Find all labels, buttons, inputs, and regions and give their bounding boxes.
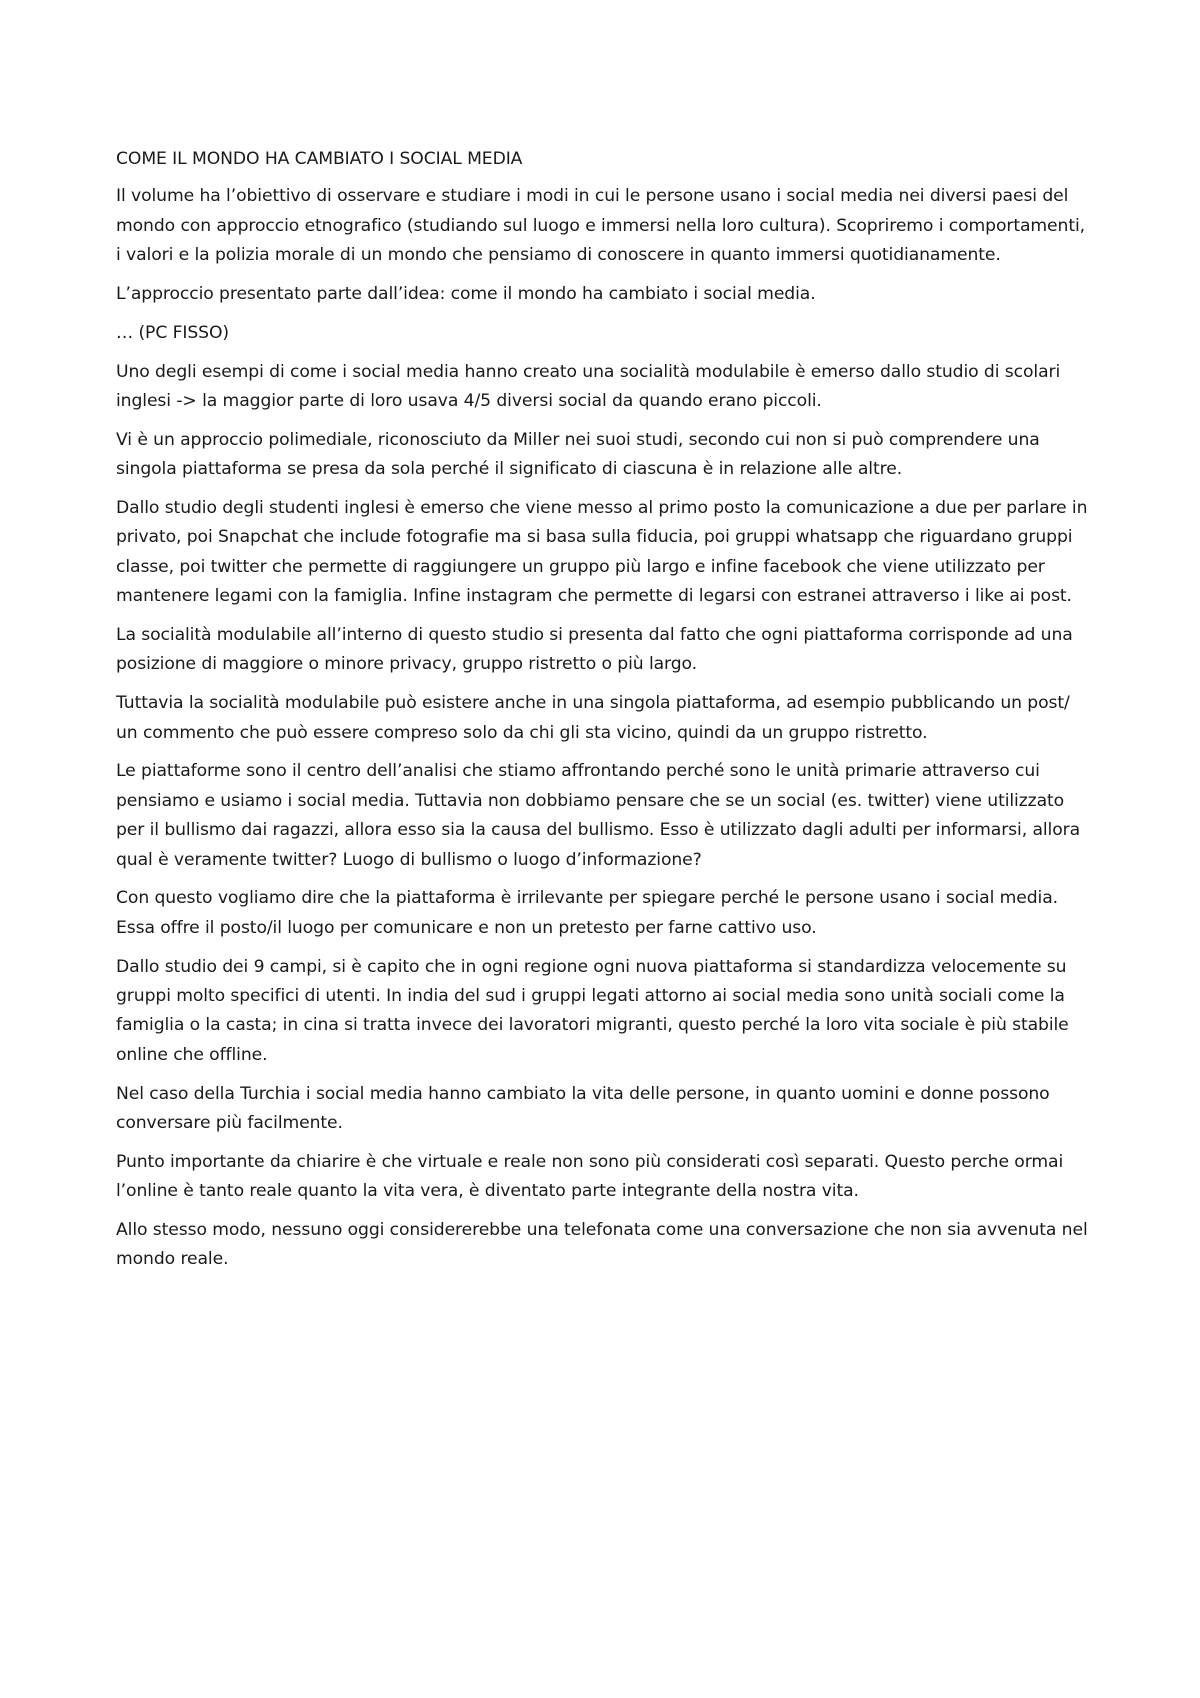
paragraph: La socialità modulabile all’interno di questo studio si presenta dal fatto che ogni piattaforma corrisponde ad una posizione di maggiore o minore privacy, gruppo ristretto o più largo. bbox=[116, 625, 1073, 675]
paragraph: Con questo vogliamo dire che la piattaforma è irrilevante per spiegare perché le persone usano i social media. Essa offre il posto/il luogo per comunicare e non un pretesto per farne cattivo uso. bbox=[116, 888, 1058, 938]
paragraph: Nel caso della Turchia i social media hanno cambiato la vita delle persone, in quanto uomini e donne possono conversare più facilmente. bbox=[116, 1083, 1050, 1134]
document-body bbox=[116, 145, 1094, 1284]
paragraph: Vi è un approccio polimediale, riconosciuto da Miller nei suoi studi, secondo cui non si può comprendere una singola piattaforma se presa da sola perché il significato di ciascuna è in relazione alle altre. bbox=[116, 429, 1040, 480]
paragraph: Allo stesso modo, nessuno oggi considererebbe una telefonata come una conversazione che non sia avvenuta nel mondo reale. bbox=[116, 1220, 1088, 1270]
paragraph: Il volume ha l’obiettivo di osservare e studiare i modi in cui le persone usano i social media nei diversi paesi del mondo con approccio etnografico (studiando sul luogo e immersi nella loro cultura). Scopriremo i comportamenti, i valori e la polizia morale di un mondo che pensiamo di conoscere in quanto immersi quotidianamente. bbox=[116, 186, 1086, 266]
paragraph: Tuttavia la socialità modulabile può esistere anche in una singola piattaforma, ad esempio pubblicando un post/ un commento che può essere compreso solo da chi gli sta vicino, quindi da un gruppo ristretto. bbox=[116, 693, 1070, 743]
paragraph: Uno degli esempi di come i social media hanno creato una socialità modulabile è emerso dallo studio di scolari inglesi -> la maggior parte di loro usava 4/5 diversi social da quando erano piccoli. bbox=[116, 361, 1061, 412]
paragraph: Dallo studio dei 9 campi, si è capito che in ogni regione ogni nuova piattaforma si standardizza velocemente su gruppi molto specifici di utenti. In india del sud i gruppi legati attorno ai social media sono unità sociali come la famiglia o la casta; in cina si tratta invece dei lavoratori migranti, questo perché la loro vita sociale è più stabile online che offline. bbox=[116, 956, 1069, 1065]
paragraph: Le piattaforme sono il centro dell’analisi che stiamo affrontando perché sono le unità primarie attraverso cui pensiamo e usiamo i social media. Tuttavia non dobbiamo pensare che se un social (es. twitter) viene utilizzato per il bullismo dai ragazzi, allora esso sia la causa del bullismo. Esso è utilizzato dagli adulti per informarsi, allora qual è veramente twitter? Luogo di bullismo o luogo d’informazione? bbox=[116, 761, 1081, 870]
paragraph: L’approccio presentato parte dall’idea: come il mondo ha cambiato i social media. bbox=[116, 284, 816, 305]
paragraph: Punto importante da chiarire è che virtuale e reale non sono più considerati così separati. Questo perche ormai l’online è tanto reale quanto la vita vera, è diventato parte integrante della nostra vita. bbox=[116, 1151, 1064, 1202]
paragraph: … (PC FISSO) bbox=[116, 322, 229, 343]
document-title: COME IL MONDO HA CAMBIATO I SOCIAL MEDIA bbox=[116, 149, 523, 169]
paragraph: Dallo studio degli studenti inglesi è emerso che viene messo al primo posto la comunicazione a due per parlare in privato, poi Snapchat che include fotografie ma si basa sulla fiducia, poi gruppi whatsapp che riguardano gruppi classe, poi twitter che permette di raggiungere un gruppo più largo e infine facebook che viene utilizzato per mantenere legami con la famiglia. Infine instagram che permette di legarsi con estranei attraverso i like ai post. bbox=[116, 498, 1088, 607]
